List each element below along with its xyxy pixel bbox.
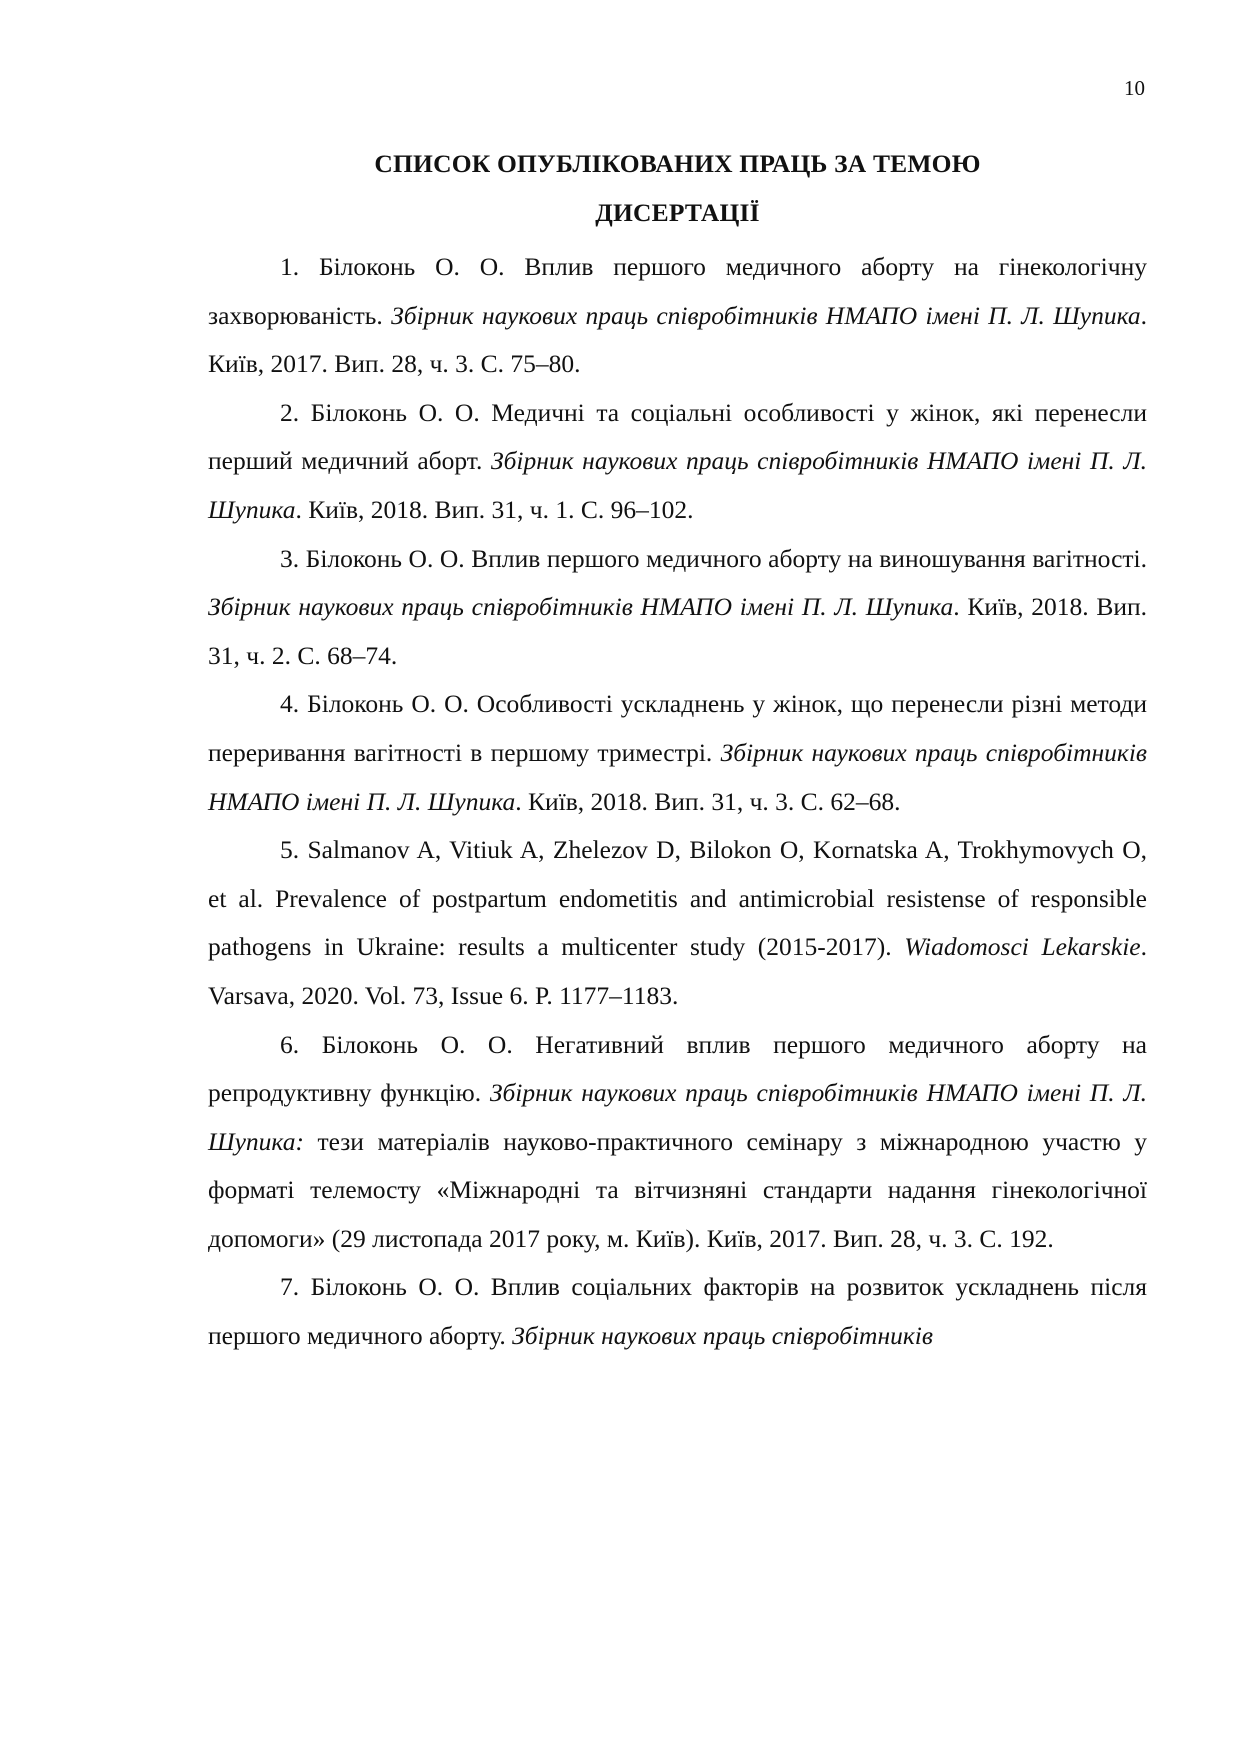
publication-entry-6 [208, 1021, 1147, 1264]
journal-title: Wiadomosci Lekarskie [904, 932, 1141, 962]
publication-entry-2 [208, 389, 1147, 535]
title-line-2: ДИСЕРТАЦІЇ [595, 197, 760, 227]
publication-entry-3 [208, 535, 1147, 681]
entry-text: 6. Білоконь О. О. Негативний вплив першого медичного аборту на репродуктивну функцію. [208, 1029, 1147, 1108]
journal-title: Збірник наукових праць співробітників НМАПО імені П. Л. Шупика [208, 737, 1147, 816]
publication-entry-7 [208, 1263, 1147, 1360]
publication-entry-1 [208, 243, 1147, 389]
entry-details: . Київ, 2018. Вип. 31, ч. 1. С. 96–102. [295, 494, 694, 524]
publication-entry-4 [208, 680, 1147, 826]
page-title [208, 140, 1147, 237]
publication-entry-5 [208, 826, 1147, 1020]
journal-title: Збірник наукових праць співробітників [512, 1321, 933, 1351]
entry-text: 5. Salmanov A, Vitiuk A, Zhelezov D, Bilokon O, Kornatska A, Trokhymovych O, et al. Prevalence of postpartum endometitis and antimicrobial resistense of responsible pathogens in Ukraine: results a multicenter study (2015-2017). [208, 835, 1147, 962]
entry-details: . Київ, 2018. Вип. 31, ч. 2. С. 68–74. [208, 592, 1147, 670]
entry-details: тези матеріалів науково-практичного семінару з міжнародною участю у форматі телемосту «Міжнародні та вітчизняні стандарти надання гінекологічної допомоги» (29 листопада 2017 року, м. Київ). Київ, 2017. Вип. 28, ч. 3. С. 192. [208, 1126, 1147, 1253]
entry-text: 7. Білоконь О. О. Вплив соціальних факторів на розвиток ускладнень після першого медичного аборту. [208, 1272, 1147, 1351]
entry-details: . Київ, 2018. Вип. 31, ч. 3. С. 62–68. [515, 786, 901, 816]
entry-details: . Varsava, 2020. Vol. 73, Issue 6. P. 1177–1183. [208, 932, 1147, 1010]
journal-title: Збірник наукових праць співробітників НМАПО імені П. Л. Шупика [208, 592, 954, 622]
publication-list [208, 243, 1147, 1361]
entry-details: . Київ, 2017. Вип. 28, ч. 3. С. 75–80. [208, 300, 1148, 379]
entry-text: 4. Білоконь О. О. Особливості ускладнень у жінок, що перенесли різні методи переривання вагітності в першому триместрі. [208, 689, 1147, 767]
entry-text: 3. Білоконь О. О. Вплив першого медичного аборту на виношування вагітності. [280, 543, 1147, 573]
journal-title: Збірник наукових праць співробітників НМАПО імені П. Л. Шупика [208, 446, 1147, 524]
entry-text: 1. Білоконь О. О. Вплив першого медичного аборту на гінекологічну захворюваність. [208, 252, 1147, 330]
journal-title: Збірник наукових праць співробітників НМАПО імені П. Л. Шупика: [208, 1078, 1147, 1156]
page-number: 10 [1124, 76, 1145, 100]
title-line-1: СПИСОК ОПУБЛІКОВАНИХ ПРАЦЬ ЗА ТЕМОЮ [374, 149, 981, 178]
entry-text: 2. Білоконь О. О. Медичні та соціальні особливості у жінок, які перенесли перший медичний аборт. [208, 397, 1147, 476]
journal-title: Збірник наукових праць співробітників НМАПО імені П. Л. Шупика [391, 300, 1141, 330]
